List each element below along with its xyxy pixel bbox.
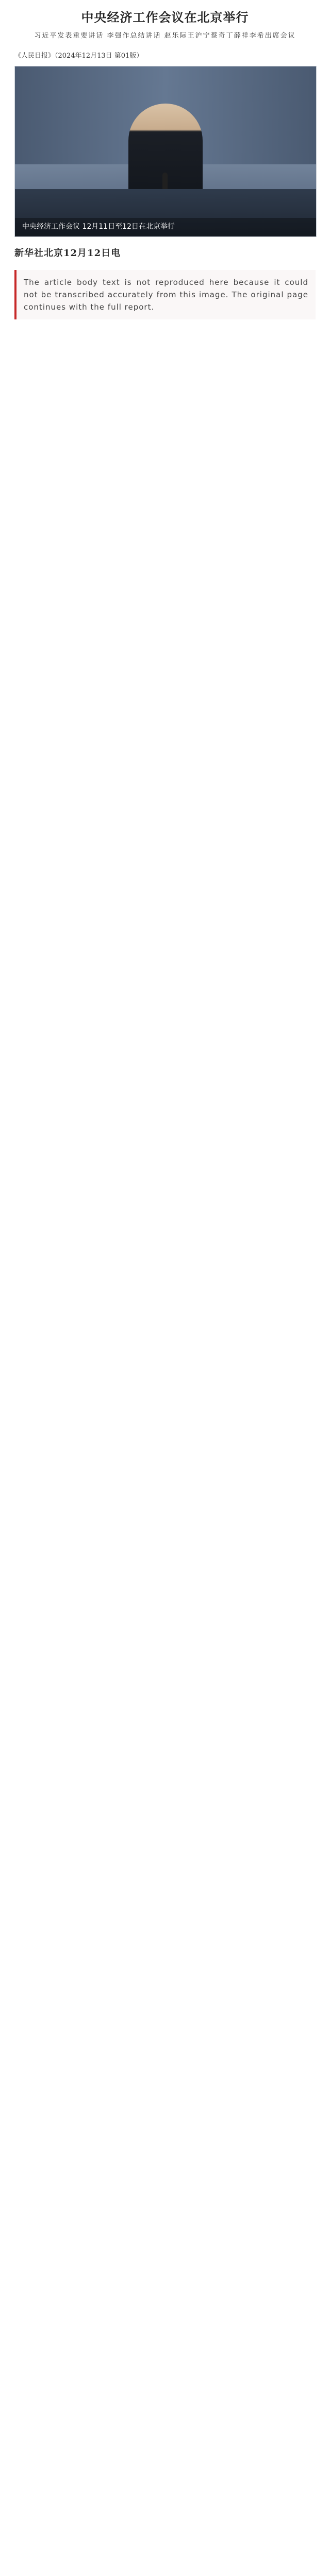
page-subtitle: 习近平发表重要讲话 李强作总结讲话 赵乐际王沪宁蔡奇丁薛祥李希出席会议 (34, 32, 296, 40)
article-body (14, 244, 316, 320)
source-line: 《人民日报》（2024年12月13日 第01版） (14, 52, 143, 60)
page-title: 中央经济工作会议在北京举行 (81, 10, 249, 25)
article-dateline: 新华社北京12月12日电 (14, 247, 121, 259)
photo-caption: 中央经济工作会议 12月11日至12日在北京举行 (15, 218, 316, 236)
news-photo (14, 66, 317, 237)
article-notice: The article body text is not reproduced here because it could not be transcribed accurately from this image. The original page continues with the full report. (14, 270, 316, 319)
